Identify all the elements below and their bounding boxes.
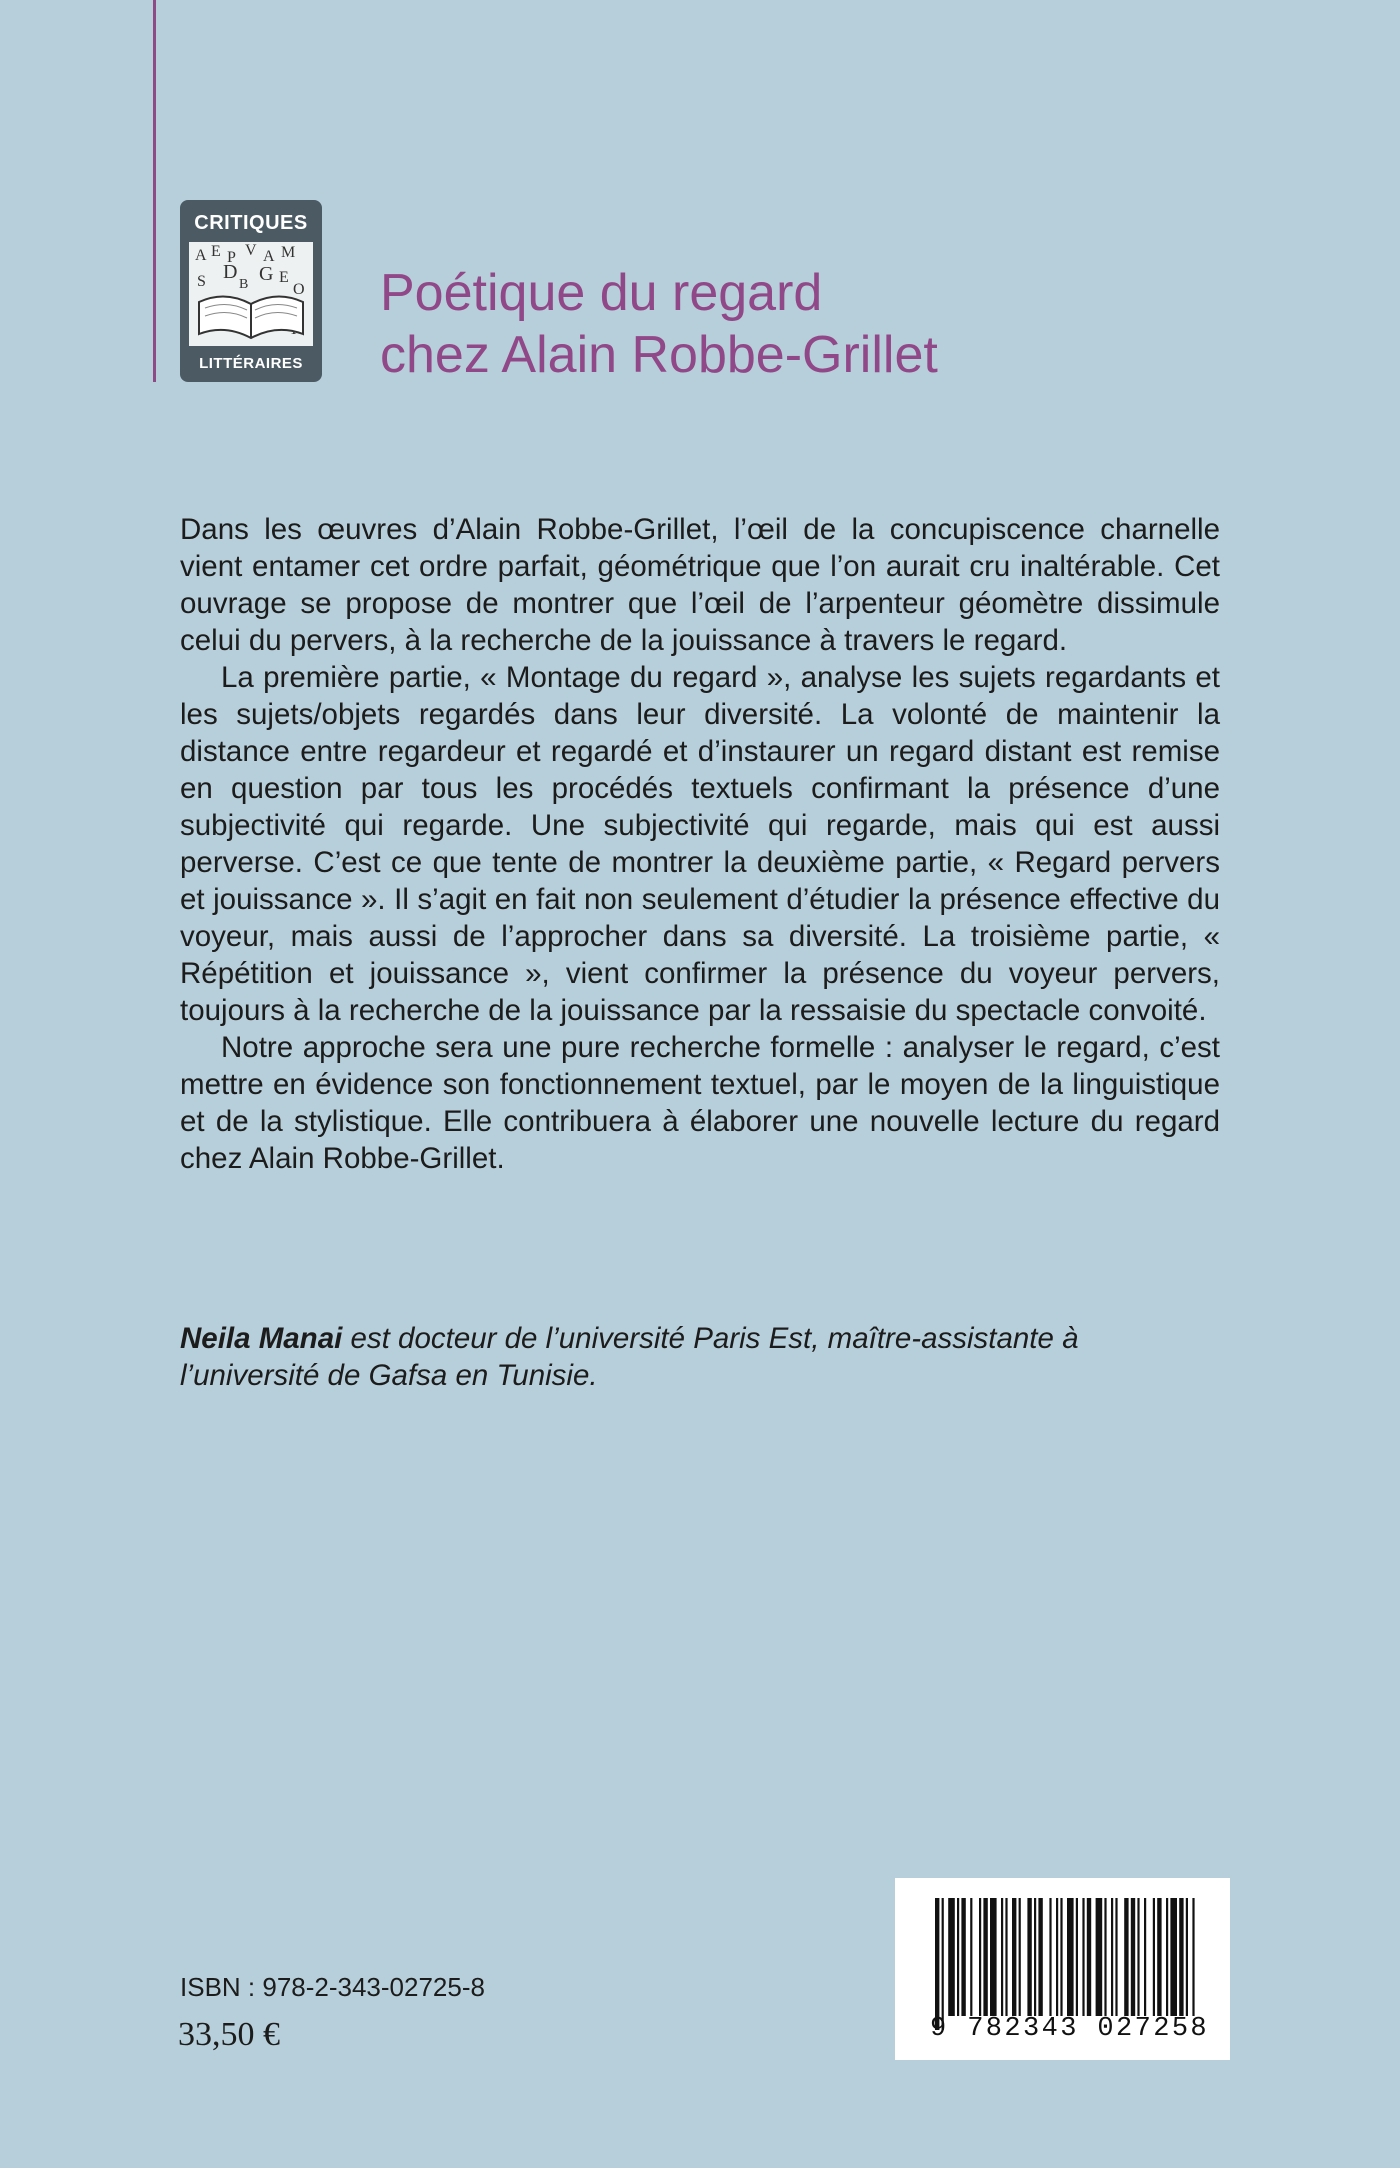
barcode-bar <box>1019 1898 1021 2016</box>
barcode-bar <box>1170 1898 1177 2016</box>
barcode-bar <box>1056 1898 1058 2016</box>
barcode-bar <box>1096 1898 1103 2016</box>
barcode-bar <box>970 1898 972 2016</box>
barcode-bar <box>990 1898 997 2016</box>
author-name: Neila Manai <box>180 1322 343 1355</box>
book-title-line-1: Poétique du regard <box>380 264 823 322</box>
barcode-bar <box>1115 1898 1117 2016</box>
barcode-bar <box>948 1898 955 2016</box>
barcode-bar <box>957 1898 959 2016</box>
book-title <box>380 262 938 386</box>
isbn-label: ISBN : 978-2-343-02725-8 <box>180 1972 485 2002</box>
author-bio <box>180 1320 1220 1394</box>
barcode-bar <box>1166 1898 1168 2016</box>
svg-text:P: P <box>227 249 236 266</box>
book-title-line-2: chez Alain Robbe-Grillet <box>380 326 938 384</box>
barcode-bar <box>1012 1898 1016 2016</box>
barcode-bar <box>942 1898 944 2030</box>
barcode-bar <box>1179 1898 1183 2016</box>
barcode-bar <box>1049 1898 1051 2016</box>
svg-text:A: A <box>195 247 207 264</box>
barcode-bar <box>1005 1898 1007 2016</box>
barcode-bar <box>1082 1898 1084 2016</box>
barcode-bar <box>1027 1898 1031 2016</box>
barcode-number: 9 782343 027258 <box>930 2014 1210 2044</box>
barcode-bar <box>1001 1898 1003 2016</box>
barcode-bar <box>979 1898 981 2016</box>
barcode-bar <box>1038 1898 1042 2016</box>
barcode <box>895 1878 1230 2060</box>
svg-text:G: G <box>259 263 274 285</box>
barcode-bar <box>1060 1898 1062 2016</box>
barcode-bar <box>1111 1898 1113 2016</box>
open-book-with-letters-icon <box>189 242 313 346</box>
barcode-bar <box>1124 1898 1128 2016</box>
svg-text:D: D <box>223 261 238 283</box>
series-logo-top-label: CRITIQUES <box>194 212 308 234</box>
barcode-bar <box>1157 1898 1161 2016</box>
barcode-bar <box>1034 1898 1036 2016</box>
series-logo-bottom-label: LITTÉRAIRES <box>199 355 303 372</box>
barcode-bar <box>1067 1898 1074 2016</box>
barcode-bar <box>1192 1898 1194 2016</box>
barcode-bar <box>1144 1898 1146 2016</box>
summary-paragraph-1: Dans les œuvres d’Alain Robbe-Grillet, l’œil de la concupiscence charnelle vient entamer cet ordre parfait, géométrique que l’on aurait cru inaltérable. Cet ouvrage se propose de montrer que l’œil de l’arpenteur géomètre dissimule celui du pervers, à la recherche de la jouissance à travers le regard. <box>180 513 1220 657</box>
barcode-bar <box>1186 1898 1188 2016</box>
author-bio-text: est docteur de l’université Paris Est, maître-assistante à l’université de Gafsa en Tunisie. <box>180 1322 1079 1392</box>
svg-text:E: E <box>279 269 289 286</box>
summary-paragraph-3: Notre approche sera une pure recherche formelle : analyser le regard, c’est mettre en évidence son fonctionnement textuel, par le moyen de la linguistique et de la stylistique. Elle contribuera à élaborer une nouvelle lecture du regard chez Alain Robbe-Grillet. <box>180 1031 1220 1175</box>
svg-text:B: B <box>239 277 249 292</box>
summary-paragraph-2: La première partie, « Montage du regard », analyse les sujets regardants et les sujets/objets regardés dans leur diversité. La volonté de maintenir la distance entre regardeur et regardé et d’instaurer un regard distant est remise en question par tous les procédés textuels confirmant la présence d’une subjectivité qui regarde. Une subjectivité qui regarde, mais qui est aussi perverse. C’est ce que tente de montrer la deuxième partie, « Regard pervers et jouissance ». Il s’agit en fait non seulement d’étudier la présence effective du voyeur, mais aussi de l’approcher dans sa diversité. La troisième partie, « Répétition et jouissance », vient confirmer la présence du voyeur pervers, toujours à la recherche de la jouissance par la ressaisie du spectacle convoité. <box>180 661 1220 1027</box>
barcode-bar <box>983 1898 987 2016</box>
series-logo <box>180 200 322 382</box>
svg-text:O: O <box>293 281 305 298</box>
barcode-bar <box>1137 1898 1139 2016</box>
barcode-bar <box>1131 1898 1135 2016</box>
barcode-bar <box>961 1898 965 2016</box>
svg-text:S: S <box>197 273 206 290</box>
svg-text:V: V <box>245 242 257 259</box>
svg-text:E: E <box>211 243 221 260</box>
decorative-vertical-line <box>153 0 156 382</box>
summary-text <box>180 511 1220 1177</box>
barcode-bar <box>1153 1898 1155 2016</box>
barcode-bar <box>935 1898 939 2030</box>
svg-text:M: M <box>281 244 296 261</box>
svg-text:A: A <box>263 248 275 265</box>
price-label: 33,50 € <box>178 2016 280 2053</box>
barcode-bar <box>1076 1898 1078 2016</box>
barcode-bar <box>1087 1898 1091 2016</box>
barcode-bar <box>1104 1898 1106 2016</box>
